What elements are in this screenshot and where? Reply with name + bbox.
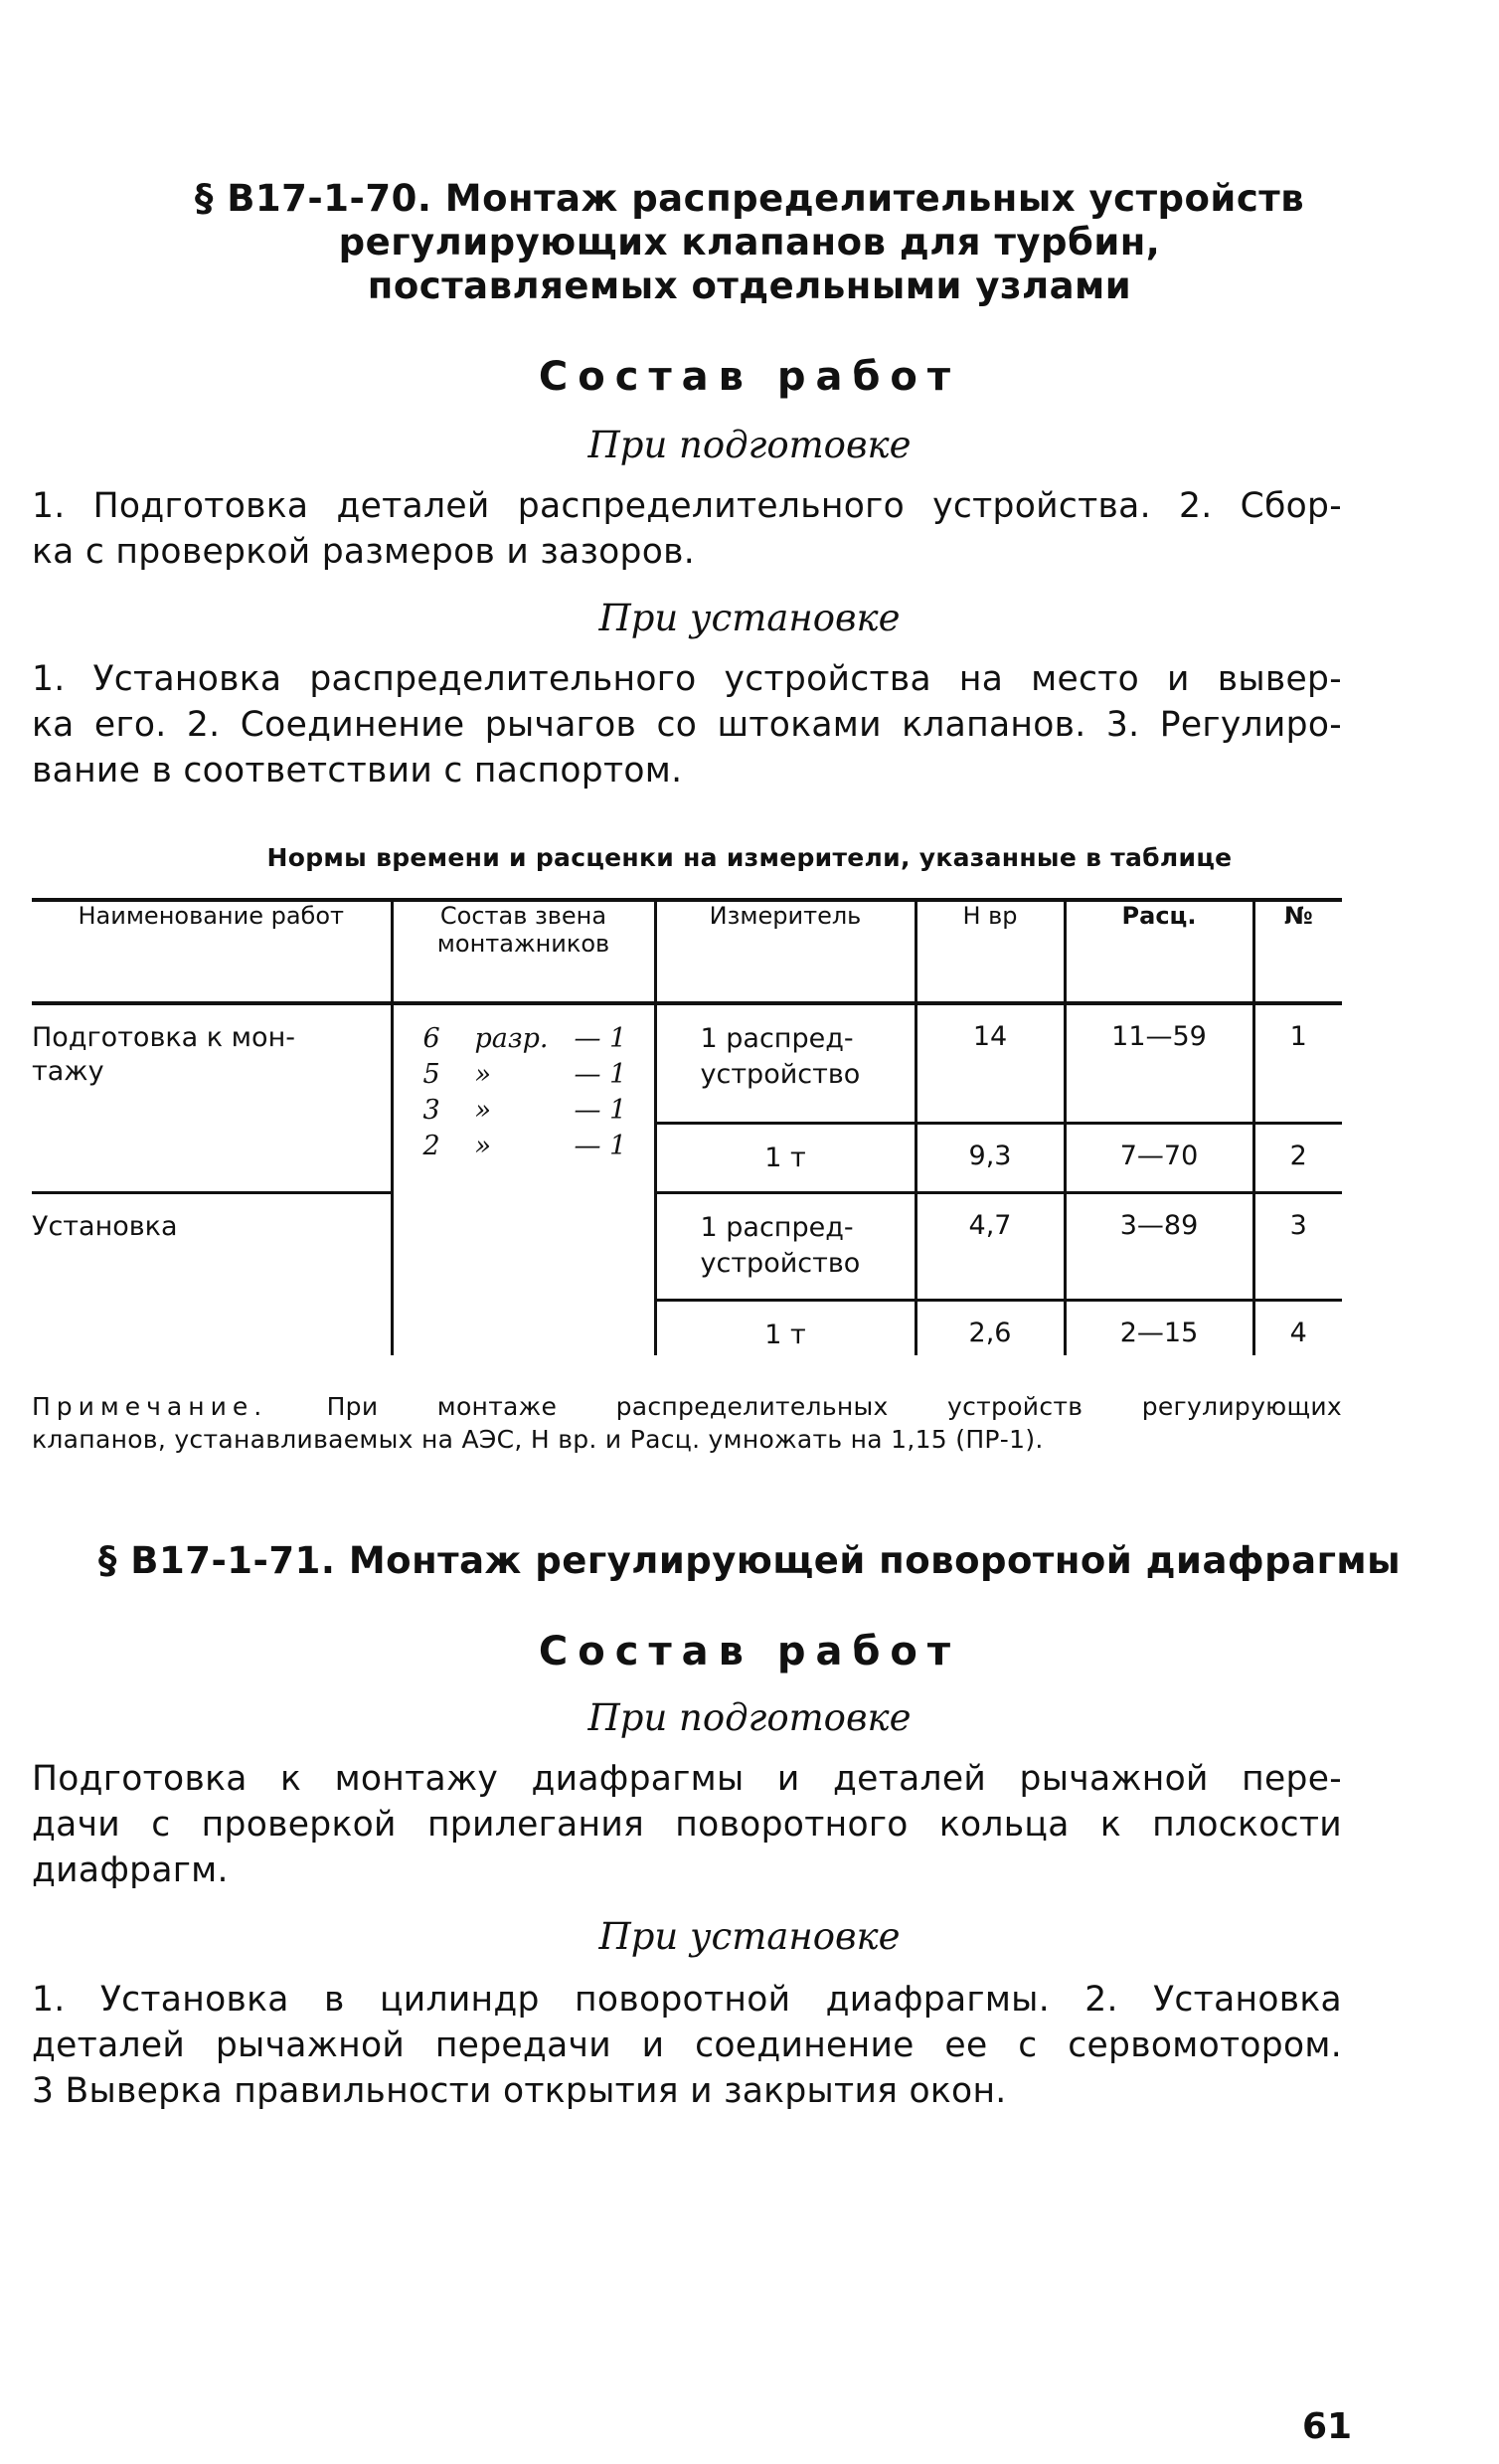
paragraph-line: Подготовка к монтажу диафрагмы и деталей рычажной пере- [32,1759,1342,1799]
rate-cell: 7—70 [1065,1123,1253,1192]
table-row [32,1003,1342,1123]
crew-count: — 1 [574,1131,627,1161]
crew-count: — 1 [574,1059,627,1090]
measure-line: 1 распред- [700,1023,854,1054]
section-1-title-line: регулирующих клапанов для турбин, [338,221,1161,264]
number-cell: 1 [1253,1003,1342,1123]
measure-line: 1 т [764,1319,806,1350]
header-no: № [1253,900,1342,1003]
measure-line: 1 распред- [700,1211,854,1243]
install-heading: При установке [598,597,901,639]
measure-line: 1 т [764,1142,806,1173]
crew-unit: » [474,1095,492,1126]
prep-heading: При подготовке [587,424,912,466]
measure-line: устройство [700,1059,861,1090]
section-1-title [0,177,1499,308]
page-number: 61 [1302,2406,1353,2447]
crew-grade: 6 [422,1023,440,1054]
work-name-line: Подготовка к мон- [32,1022,295,1053]
paragraph-line: ка его. 2. Соединение рычагов со штоками клапанов. 3. Регулиро- [32,705,1342,745]
time-cell: 2,6 [916,1300,1065,1355]
paragraph-line: деталей рычажной передачи и соединение ее с сервомотором. [32,2025,1342,2065]
table-header-row [32,900,1342,1003]
crew-grade: 3 [422,1095,440,1126]
composition-heading: Состав работ [538,1629,961,1674]
install-paragraph [32,656,1342,793]
note-text: При монтаже распределительных устройств регулирующих [326,1392,1342,1421]
crew-line [423,1093,654,1129]
composition-heading: Состав работ [538,354,961,400]
number-cell: 3 [1253,1192,1342,1300]
paragraph-line: дачи с проверкой прилегания поворотного кольца к плоскости [32,1805,1342,1845]
note-line: клапанов, устанавливаемых на АЭС, Н вр. и Расц. умножать на 1,15 (ПР-1). [32,1425,1044,1454]
measure-line: устройство [700,1247,861,1279]
measure-cell [655,1003,916,1123]
crew-unit: » [474,1059,492,1090]
norms-table [32,898,1342,1355]
header-name: Наименование работ [32,900,392,1003]
paragraph-line: 1. Подготовка деталей распределительного устройства. 2. Сбор- [32,486,1342,526]
measure-cell [655,1123,916,1192]
measure-cell [655,1300,916,1355]
measure-cell [655,1192,916,1300]
note-line [32,1390,1342,1423]
paragraph-line: 3 Выверка правильности открытия и закрытия окон. [32,2071,1007,2111]
crew-line [423,1021,654,1057]
header-crew [392,900,655,1003]
number-cell: 4 [1253,1300,1342,1355]
table-note [32,1390,1342,1456]
table-caption: Нормы времени и расценки на измерители, указанные в таблице [266,843,1233,872]
section-1-title-line: § В17-1-70. Монтаж распределительных устройств [194,177,1305,220]
crew-count: — 1 [574,1023,627,1054]
table-row [32,1192,1342,1300]
time-cell: 9,3 [916,1123,1065,1192]
rate-cell: 2—15 [1065,1300,1253,1355]
install-heading: При установке [598,1915,901,1958]
rate-cell: 3—89 [1065,1192,1253,1300]
paragraph-line: диафрагм. [32,1850,229,1890]
rate-cell: 11—59 [1065,1003,1253,1123]
crew-grade: 2 [422,1131,440,1161]
header-crew-line: монтажников [436,930,610,958]
prep-paragraph [32,1756,1342,1893]
crew-grade: 5 [422,1059,440,1090]
prep-heading: При подготовке [587,1696,912,1739]
section-2-title: § В17-1-71. Монтаж регулирующей поворотной диафрагмы [97,1539,1402,1582]
crew-unit: разр. [474,1023,549,1054]
prep-paragraph [32,483,1342,575]
work-name-line: тажу [32,1056,104,1087]
crew-line [423,1129,654,1164]
install-paragraph [32,1977,1342,2114]
paragraph-line: 1. Установка распределительного устройства на место и вывер- [32,659,1342,699]
header-rate: Расц. [1065,900,1253,1003]
crew-unit: » [474,1131,492,1161]
crew-count: — 1 [574,1095,627,1126]
note-label: Примечание. [32,1392,268,1421]
time-cell: 14 [916,1003,1065,1123]
work-name-cell [32,1003,392,1192]
work-name-cell [32,1192,392,1355]
paragraph-line: вание в соответствии с паспортом. [32,751,683,791]
work-name-line: Установка [32,1210,178,1242]
header-crew-line: Состав звена [439,902,607,930]
header-measure: Измеритель [655,900,916,1003]
section-1-title-line: поставляемых отдельными узлами [367,264,1132,307]
paragraph-line: 1. Установка в цилиндр поворотной диафрагмы. 2. Установка [32,1980,1342,2020]
number-cell: 2 [1253,1123,1342,1192]
header-time: Н вр [916,900,1065,1003]
time-cell: 4,7 [916,1192,1065,1300]
paragraph-line: ка с проверкой размеров и зазоров. [32,532,696,572]
crew-cell [392,1003,655,1355]
crew-line [423,1057,654,1093]
